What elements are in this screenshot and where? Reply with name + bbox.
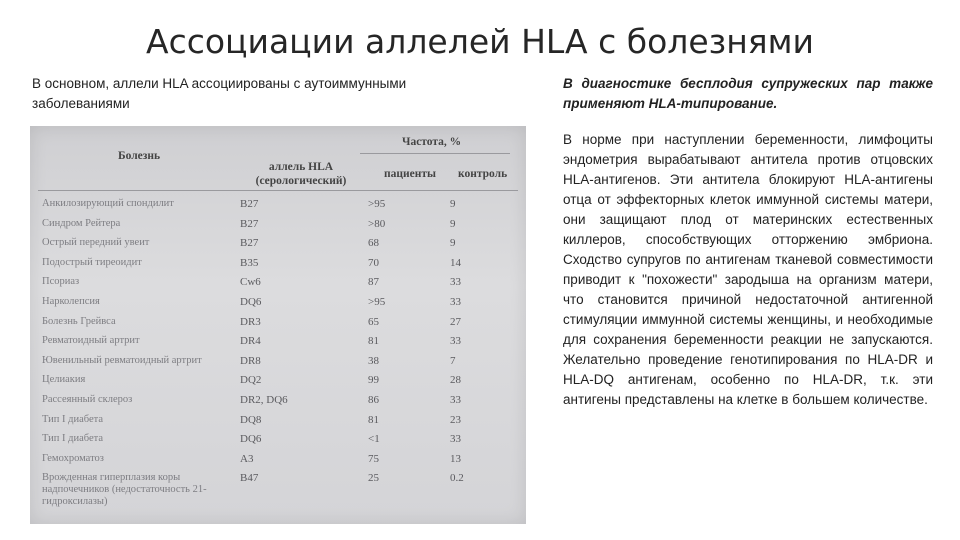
table-cell-disease: Ювенильный ревматоидный артрит (42, 354, 202, 366)
table-cell-allele: DQ2 (240, 374, 262, 387)
table-cell-allele: B27 (240, 217, 259, 230)
table-cell-patients: 65 (368, 315, 379, 328)
table-cell-patients: 81 (368, 335, 379, 348)
table-cell-control: 33 (450, 276, 461, 289)
table-cell-allele: B27 (240, 237, 259, 250)
table-cell-control: 9 (450, 198, 456, 210)
table-cell-allele: A3 (240, 452, 254, 465)
table-cell-patients: 81 (368, 413, 379, 426)
table-cell-disease: Ревматоидный артрит (42, 335, 140, 347)
table-cell-control: 14 (450, 256, 461, 269)
table-cell-patients: >95 (368, 198, 386, 210)
table-cell-disease: Псориаз (42, 276, 80, 288)
table-cell-allele: DR3 (240, 315, 261, 328)
table-cell-patients: >80 (368, 217, 386, 230)
table-cell-control: 33 (450, 394, 461, 406)
table-cell-patients: >95 (368, 296, 386, 308)
table-cell-allele: DQ8 (240, 413, 262, 426)
header-rule-bottom (38, 190, 518, 191)
table-cell-disease: Анкилозирующий спондилит (42, 198, 174, 209)
table-cell-patients: 25 (368, 472, 379, 485)
table-cell-patients: 87 (368, 276, 379, 289)
infertility-lead: В диагностике бесплодия супружеских пар также применяют HLA-типирование. (563, 76, 933, 111)
table-cell-patients: 86 (368, 394, 379, 406)
table-cell-allele: B27 (240, 198, 259, 210)
table-cell-allele: Cw6 (240, 276, 261, 289)
hla-table-image (30, 126, 526, 524)
header-disease: Болезнь (118, 150, 161, 162)
header-control: контроль (458, 168, 508, 180)
table-cell-control: 33 (450, 335, 461, 348)
table-cell-patients: 75 (368, 452, 379, 465)
table-cell-disease: Болезнь Грейвса (42, 315, 116, 327)
table-cell-control: 33 (450, 433, 461, 446)
table-cell-patients: 70 (368, 256, 379, 269)
table-cell-disease: Подострый тиреоидит (42, 256, 142, 268)
table-cell-disease: Рассеянный склероз (42, 394, 133, 405)
table-cell-control: 13 (450, 452, 461, 465)
table-cell-patients: <1 (368, 433, 380, 446)
table-cell-disease: Врожденная гиперплазия коры надпочечников (недостаточность 21-гидроксилазы) (42, 472, 207, 508)
table-cell-disease: Синдром Рейтера (42, 217, 121, 229)
table-cell-patients: 68 (368, 237, 379, 250)
table-cell-control: 28 (450, 374, 461, 387)
table-cell-control: 9 (450, 237, 456, 250)
table-cell-control: 23 (450, 413, 461, 426)
right-column (563, 74, 933, 410)
table-cell-allele: DR2, DQ6 (240, 394, 288, 406)
infertility-body: В норме при наступлении беременности, лимфоциты эндометрия вырабатывают антитела против отцовских HLA-антигенов. Эти антитела блокируют HLA-антигены отца от эффекторных клеток иммунной системы матери, они защищают плод от материнских естественных киллеров, способствующих отторжению эмбриона. Сходство супругов по антигенам тканевой совместимости приводит к "похожести" зародыша на организм матери, что становится причиной недостаточной антигенной стимуляции иммунной системы женщины, и необходимые для сохранения беременности реакции не запускаются. Желательно проведение генотипирования по HLA-DR и HLA-DQ антигенам, особенно по HLA-DR, т.к. эти антигены представлены на клетке в большем количестве. (563, 132, 933, 407)
table-cell-disease: Целиакия (42, 374, 86, 386)
table-cell-control: 7 (450, 354, 456, 367)
table-cell-allele: B47 (240, 472, 259, 485)
table-cell-disease: Тип I диабета (42, 413, 104, 425)
table-cell-allele: B35 (240, 256, 259, 269)
table-cell-control: 0.2 (450, 472, 464, 485)
table-cell-allele: DQ6 (240, 296, 262, 308)
left-caption: В основном, аллели HLA ассоциированы с аутоиммунными заболеваниями (32, 76, 407, 111)
table-cell-patients: 38 (368, 354, 379, 367)
header-patients: пациенты (384, 168, 436, 180)
slide-title: Ассоциации аллелей HLA с болезнями (146, 22, 814, 61)
table-cell-control: 9 (450, 217, 456, 230)
header-frequency: Частота, % (402, 136, 462, 148)
table-cell-disease: Тип I диабета (42, 433, 104, 445)
table-cell-control: 33 (450, 296, 461, 308)
table-cell-allele: DQ6 (240, 433, 262, 446)
header-allele: аллель HLA (серологический) (255, 161, 347, 187)
table-cell-disease: Нарколепсия (42, 296, 100, 307)
table-cell-disease: Острый передний увеит (42, 237, 150, 249)
table-cell-disease: Гемохроматоз (42, 452, 104, 464)
header-rule-frequency (360, 153, 510, 154)
table-cell-allele: DR4 (240, 335, 261, 348)
table-cell-control: 27 (450, 315, 461, 328)
table-cell-patients: 99 (368, 374, 379, 387)
table-cell-allele: DR8 (240, 354, 261, 367)
